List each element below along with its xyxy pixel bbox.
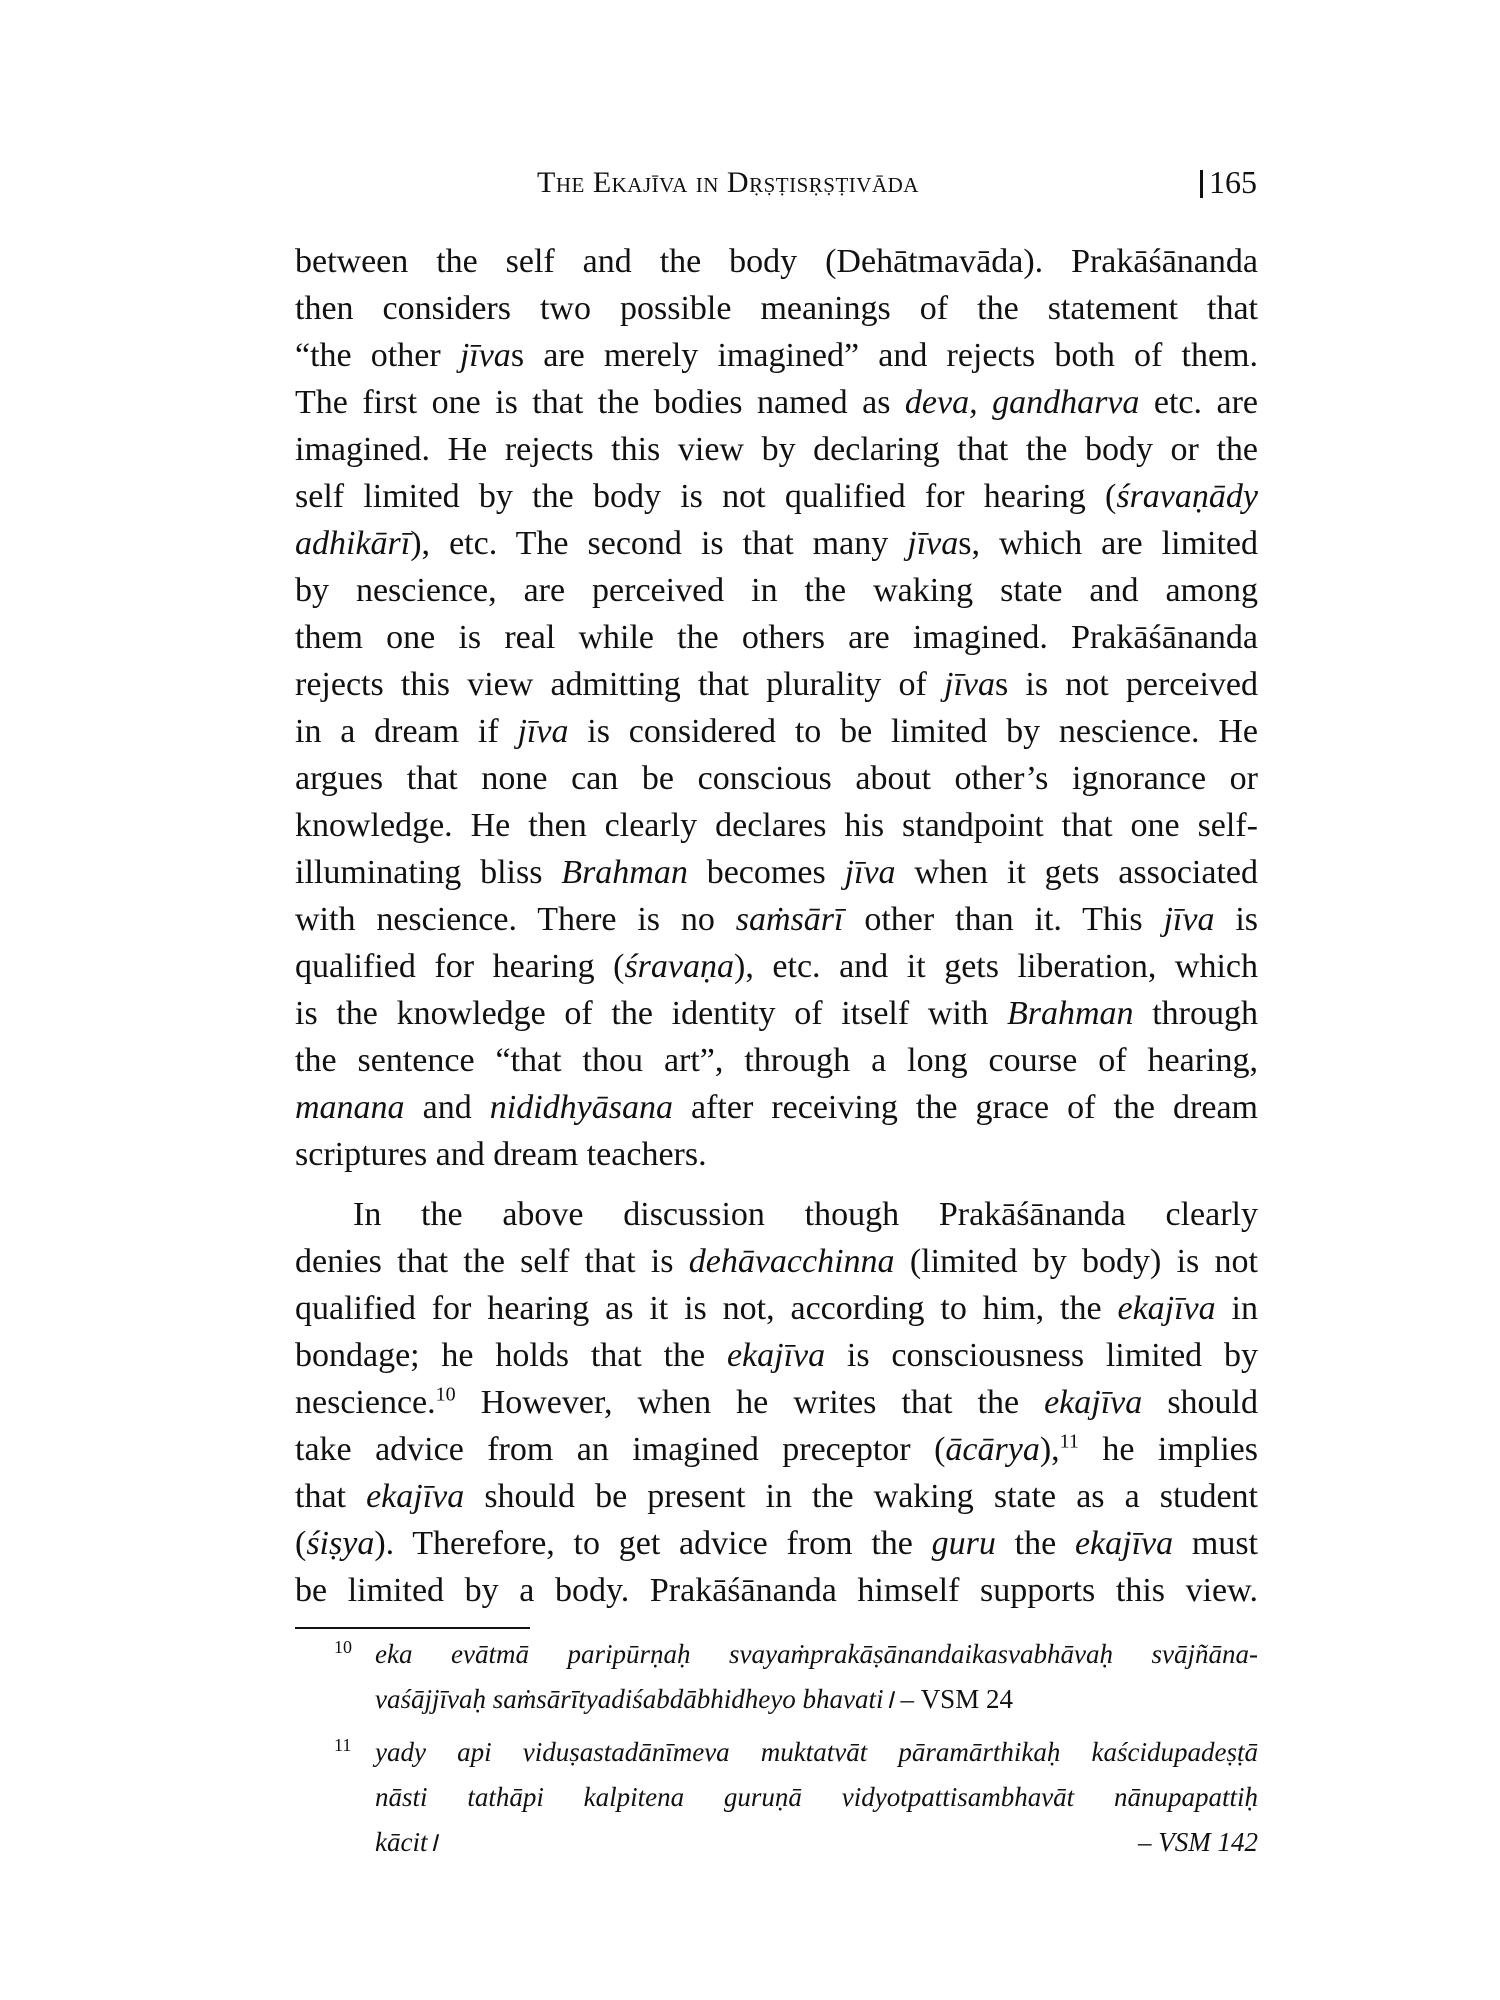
text-line — [295, 990, 1258, 1037]
header-divider — [1200, 170, 1203, 198]
running-title: The Ekajīva in Dṛṣṭisṛṣṭivāda — [537, 166, 919, 199]
text-run: bondage; he holds that the — [295, 1337, 727, 1374]
italic-term: ekajīva — [726, 1337, 826, 1374]
text-line — [295, 1238, 1258, 1285]
italic-term: jīva — [517, 713, 569, 750]
text-run: the sentence “that thou art”, through a long course of hearing, — [295, 1042, 1258, 1079]
text-run: qualified for hearing ( — [295, 948, 625, 985]
text-line — [295, 285, 1258, 332]
text-line — [295, 1426, 1258, 1473]
page-number: 165 — [1209, 164, 1257, 200]
text-line — [295, 238, 1258, 285]
text-run: by nescience, are perceived in the waking state and among — [295, 572, 1258, 609]
text-line — [295, 661, 1258, 708]
footnote-11 — [334, 1730, 1258, 1865]
text-run: denies that the self that is — [295, 1243, 689, 1280]
footnote-number: 10 — [334, 1637, 352, 1657]
text-run: knowledge. He then clearly declares his standpoint that one self- — [295, 807, 1258, 844]
footnote-reference: 11 — [1059, 1430, 1079, 1453]
italic-term: deva, gandharva — [904, 384, 1140, 421]
footnote-rule — [295, 1627, 530, 1629]
text-run: then considers two possible meanings of the statement that — [295, 290, 1258, 327]
italic-term: guru — [931, 1525, 996, 1562]
text-run: “the other — [295, 337, 460, 374]
text-run: scriptures and dream teachers. — [295, 1136, 707, 1173]
text-run: However, when he writes that the — [455, 1384, 1045, 1421]
footnote-line — [375, 1730, 1258, 1775]
text-line — [295, 755, 1258, 802]
text-run: take advice from an imagined preceptor ( — [295, 1431, 946, 1468]
footnote-number: 11 — [334, 1735, 352, 1755]
italic-term: śiṣya — [306, 1525, 375, 1562]
text-run: should — [1142, 1384, 1258, 1421]
text-line — [295, 1084, 1258, 1131]
italic-term: jīva — [1163, 901, 1215, 938]
italic-term: ekajīva — [1074, 1525, 1174, 1562]
text-line — [295, 1037, 1258, 1084]
text-line — [295, 708, 1258, 755]
footnote-10 — [334, 1632, 1258, 1722]
text-line — [295, 1131, 1258, 1178]
text-line — [295, 379, 1258, 426]
text-run: that — [295, 1478, 367, 1515]
text-run: (limited by body) is not — [894, 1243, 1258, 1280]
italic-term: saṁsārī — [735, 901, 844, 938]
italic-term: ekajīva — [1044, 1384, 1143, 1421]
text-line — [295, 1332, 1258, 1379]
text-run: becomes — [687, 854, 845, 891]
text-run: in a dream if — [295, 713, 518, 750]
italic-term: ekajīva — [1117, 1290, 1216, 1327]
text-run: be limited by a body. Prakāśānanda himself supports this view. — [295, 1572, 1258, 1609]
text-line — [295, 896, 1258, 943]
text-run: through — [1133, 995, 1258, 1032]
text-run: other than it. This — [843, 901, 1164, 938]
text-line — [295, 1191, 1258, 1238]
footnote-text: kācit। — [375, 1827, 438, 1857]
text-run: argues that none can be conscious about other’s ignorance or — [295, 760, 1258, 797]
text-run: nescience. — [295, 1384, 436, 1421]
text-run: is consciousness limited by — [825, 1337, 1258, 1374]
italic-term: ācārya — [945, 1431, 1040, 1468]
italic-term: nididhyāsana — [489, 1089, 673, 1126]
text-line — [295, 332, 1258, 379]
italic-term: ekajīva — [366, 1478, 465, 1515]
text-line — [295, 1567, 1258, 1614]
text-line — [295, 943, 1258, 990]
footnote-text: vaśājjīvaḥ saṁsārītyadiśabdābhidheyo bhavati। — [375, 1684, 894, 1714]
text-line — [295, 1379, 1258, 1426]
italic-term: Brahman — [1006, 995, 1134, 1032]
italic-term: jīva — [944, 666, 995, 703]
italic-term: manana — [295, 1089, 405, 1126]
text-line — [295, 1285, 1258, 1332]
text-run: them one is real while the others are imagined. Prakāśānanda — [295, 619, 1258, 656]
footnote-text: eka evātmā paripūrṇaḥ svayaṁprakāṣānandaikasvabhāvaḥ svājñāna- — [375, 1639, 1258, 1669]
italic-term: jīva — [907, 525, 959, 562]
italic-term: dehāvacchinna — [688, 1243, 895, 1280]
text-run: etc. are — [1139, 384, 1258, 421]
footnote-line — [375, 1775, 1258, 1820]
text-run: with nescience. There is no — [295, 901, 736, 938]
italic-term: jīva — [459, 337, 511, 374]
footnote-source: – VSM 142 — [1138, 1827, 1258, 1857]
text-run: is — [1214, 901, 1259, 938]
text-run: should be present in the waking state as a student — [464, 1478, 1259, 1515]
text-line — [295, 849, 1258, 896]
text-run: ). Therefore, to get advice from the — [374, 1525, 932, 1562]
text-run: in — [1215, 1290, 1258, 1327]
text-run: In the above discussion though Prakāśānanda clearly — [353, 1196, 1258, 1233]
text-run: imagined. He rejects this view by declaring that the body or the — [295, 431, 1258, 468]
italic-term: jīva — [844, 854, 896, 891]
footnote-line — [375, 1677, 1258, 1722]
footnote-line — [375, 1632, 1258, 1677]
footnote-reference: 10 — [435, 1383, 456, 1406]
italic-term: Brahman — [561, 854, 688, 891]
footnote-text: yady api viduṣastadānīmeva muktatvāt pāramārthikaḥ kaścidupadeṣṭā — [375, 1737, 1258, 1767]
body-text — [295, 238, 1258, 1614]
text-line — [295, 567, 1258, 614]
text-line — [295, 426, 1258, 473]
italic-term: adhikārī — [295, 525, 411, 562]
text-run: ( — [295, 1525, 307, 1562]
text-run: s is not perceived — [994, 666, 1258, 703]
text-run: between the self and the body (Dehātmavāda). Prakāśānanda — [295, 243, 1258, 280]
footnote-source: – VSM 24 — [893, 1684, 1013, 1714]
text-run: s are merely imagined” and rejects both of them. — [510, 337, 1258, 374]
text-run: qualified for hearing as it is not, according to him, the — [295, 1290, 1118, 1327]
text-run: the — [995, 1525, 1075, 1562]
text-run: ), — [1039, 1431, 1060, 1468]
text-run: after receiving the grace of the dream — [672, 1089, 1258, 1126]
text-line — [295, 473, 1258, 520]
italic-term: śravaṇādy — [1116, 478, 1258, 515]
text-run: ), etc. The second is that many — [410, 525, 908, 562]
text-line — [295, 802, 1258, 849]
footnote-line — [375, 1820, 1258, 1865]
text-run: is the knowledge of the identity of itself with — [295, 995, 1007, 1032]
text-run: when it gets associated — [895, 854, 1259, 891]
italic-term: śravaṇa — [624, 948, 735, 985]
text-run: The first one is that the bodies named as — [295, 384, 905, 421]
text-run: illuminating bliss — [295, 854, 562, 891]
text-run: must — [1173, 1525, 1259, 1562]
text-line — [295, 614, 1258, 661]
text-line — [295, 1520, 1258, 1567]
footnote-text: nāsti tathāpi kalpitena guruṇā vidyotpattisambhavāt nānupapattiḥ — [375, 1782, 1258, 1812]
text-run: he implies — [1078, 1431, 1259, 1468]
text-run: and — [404, 1089, 490, 1126]
text-run: self limited by the body is not qualified for hearing ( — [295, 478, 1117, 515]
text-run: is considered to be limited by nescience. He — [568, 713, 1258, 750]
text-run: rejects this view admitting that plurality of — [295, 666, 944, 703]
text-line — [295, 520, 1258, 567]
text-line — [295, 1473, 1258, 1520]
paragraph — [295, 238, 1258, 1178]
paragraph — [295, 1191, 1258, 1614]
text-run: s, which are limited — [958, 525, 1258, 562]
text-run: ), etc. and it gets liberation, which — [734, 948, 1258, 985]
